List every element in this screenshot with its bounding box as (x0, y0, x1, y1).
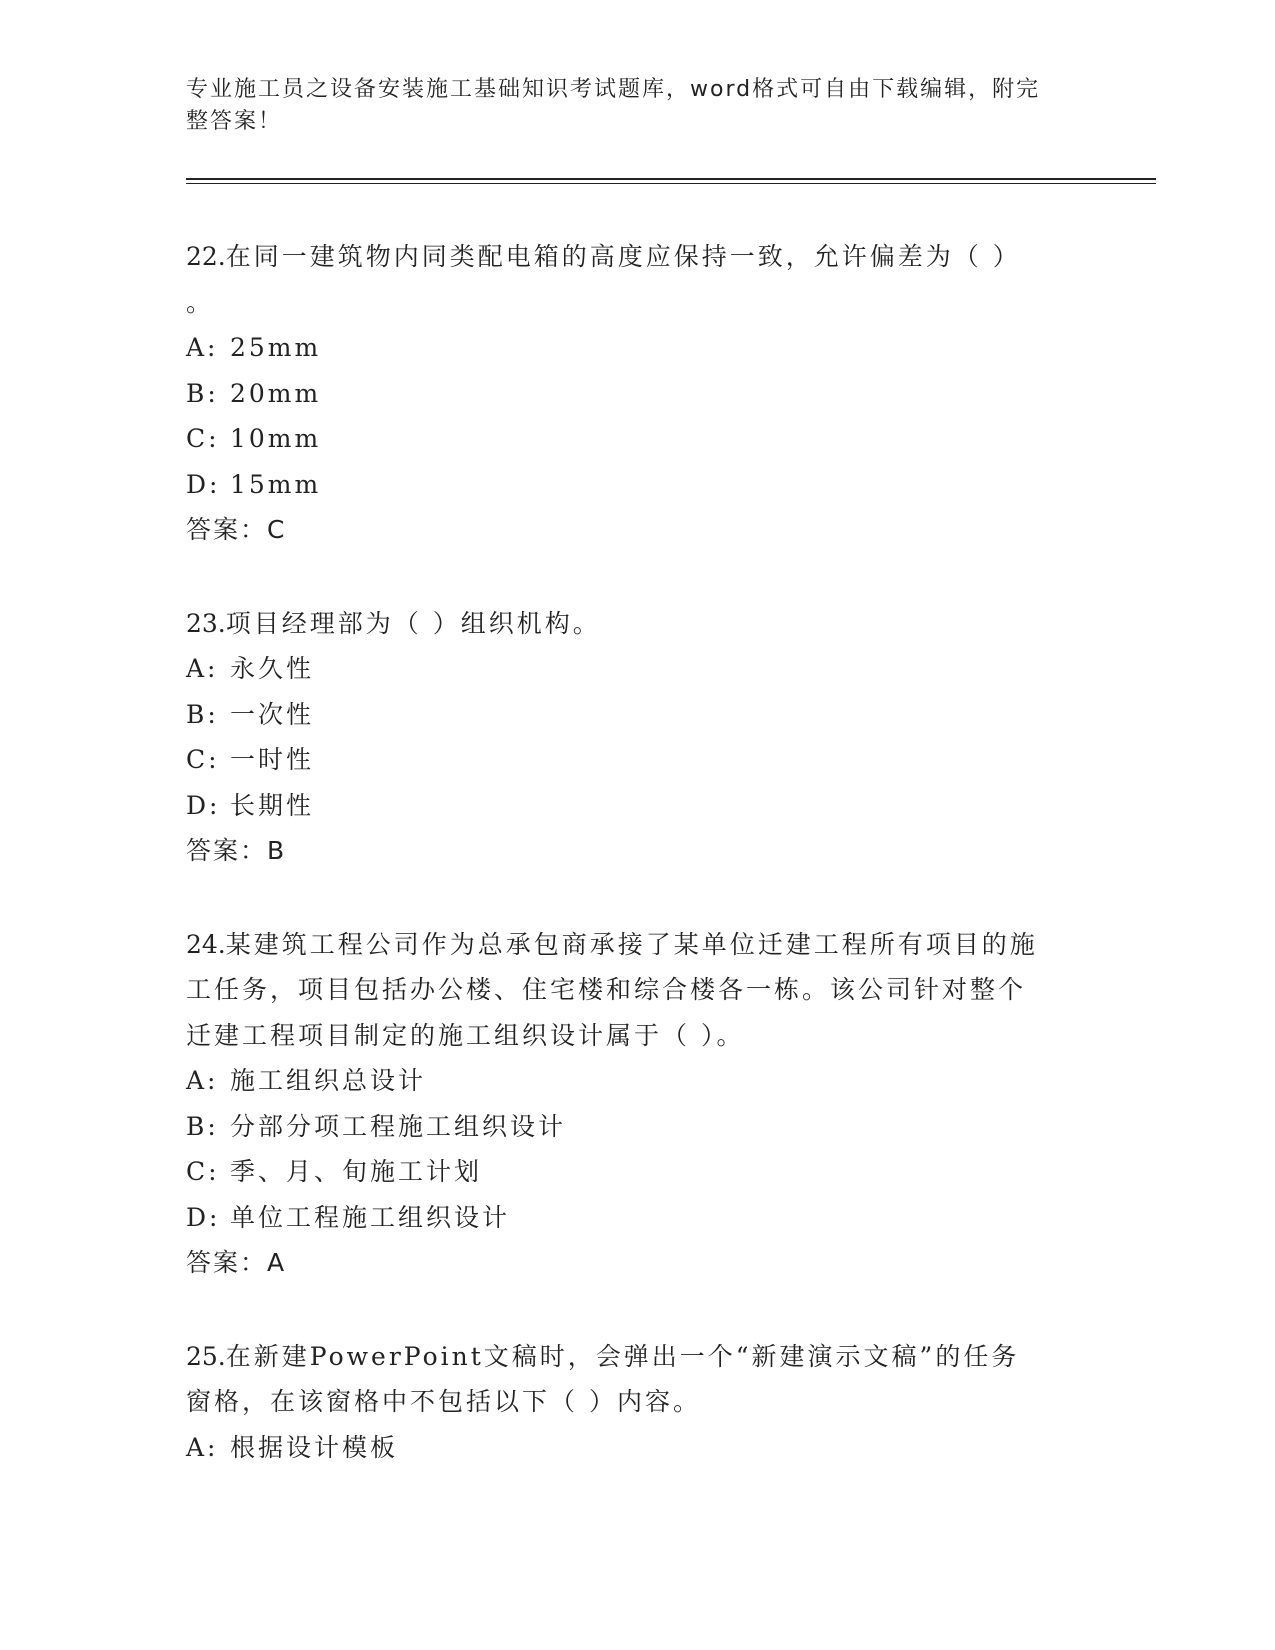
option-text: 一时性 (230, 745, 315, 774)
option-item (186, 1149, 1066, 1195)
question-stem-line (186, 234, 1066, 280)
question-stem-line (186, 967, 1066, 1013)
header-divider-thick (186, 178, 1156, 180)
question-stem-text: 在同一建筑物内同类配电箱的高度应保持一致，允许偏差为（ ） (225, 242, 1021, 271)
document-header (186, 74, 1066, 138)
option-text: 20mm (230, 378, 322, 408)
option-item (186, 646, 1066, 692)
question-item (186, 234, 1066, 553)
question-list (186, 234, 1066, 1518)
option-text: 15mm (230, 469, 322, 499)
option-item (186, 692, 1066, 738)
option-item (186, 325, 1066, 371)
option-letter: B: (186, 1111, 219, 1141)
question-item (186, 1334, 1066, 1471)
question-stem-line (186, 601, 1066, 647)
option-item (186, 737, 1066, 783)
header-divider-thin (186, 183, 1156, 184)
header-title-line-1: 专业施工员之设备安装施工基础知识考试题库，word格式可自由下载编辑，附完 (186, 77, 1041, 102)
option-letter: A: (186, 1432, 219, 1462)
option-item (186, 1425, 1066, 1471)
question-stem-line (186, 922, 1066, 968)
option-item (186, 1195, 1066, 1241)
option-item (186, 462, 1066, 508)
option-letter: D: (186, 469, 221, 499)
option-item (186, 416, 1066, 462)
option-letter: C: (186, 424, 220, 453)
question-stem-text: 在新建PowerPoint文稿时，会弹出一个“新建演示文稿”的任务 (225, 1341, 1020, 1371)
option-text: 25mm (230, 333, 322, 362)
answer-line: 答案：C (186, 515, 287, 544)
question-number: 24. (186, 929, 226, 959)
question-number: 22. (186, 242, 226, 271)
answer-line: 答案：A (186, 1248, 287, 1277)
question-number: 25. (186, 1341, 226, 1371)
header-title-line-2: 整答案！ (186, 109, 283, 134)
option-letter: B: (186, 699, 219, 729)
option-letter: D: (186, 1202, 221, 1232)
option-letter: A: (186, 333, 219, 362)
option-letter: B: (186, 378, 219, 408)
option-item (186, 783, 1066, 829)
option-letter: C: (186, 745, 220, 774)
option-text: 根据设计模板 (230, 1432, 399, 1462)
option-text: 分部分项工程施工组织设计 (230, 1111, 567, 1141)
question-stem-text: 项目经理部为（ ）组织机构。 (225, 608, 601, 638)
answer-line: 答案：B (186, 836, 287, 865)
option-letter: C: (186, 1157, 220, 1186)
option-item (186, 1058, 1066, 1104)
question-stem-text: 。 (186, 287, 215, 317)
option-letter: D: (186, 790, 221, 820)
question-number: 23. (186, 608, 226, 638)
option-text: 单位工程施工组织设计 (230, 1202, 511, 1232)
option-letter: A: (186, 1066, 219, 1095)
option-text: 季、月、旬施工计划 (230, 1157, 483, 1186)
option-text: 永久性 (230, 654, 315, 683)
question-stem-text: 迁建工程项目制定的施工组织设计属于（ ）。 (186, 1020, 745, 1050)
question-stem-line (186, 1379, 1066, 1425)
question-stem-text: 窗格，在该窗格中不包括以下（ ）内容。 (186, 1387, 701, 1416)
question-stem-line (186, 1013, 1066, 1059)
option-text: 长期性 (230, 790, 315, 820)
question-stem-text: 某建筑工程公司作为总承包商承接了某单位迁建工程所有项目的施 (225, 929, 1038, 959)
option-text: 一次性 (230, 699, 315, 729)
option-item (186, 371, 1066, 417)
question-item (186, 601, 1066, 874)
option-letter: A: (186, 654, 219, 683)
question-item (186, 922, 1066, 1286)
question-stem-line (186, 280, 1066, 326)
option-text: 10mm (230, 424, 322, 453)
option-text: 施工组织总设计 (230, 1066, 427, 1095)
question-stem-line (186, 1334, 1066, 1380)
option-item (186, 1104, 1066, 1150)
question-stem-text: 工任务，项目包括办公楼、住宅楼和综合楼各一栋。该公司针对整个 (186, 975, 1027, 1004)
